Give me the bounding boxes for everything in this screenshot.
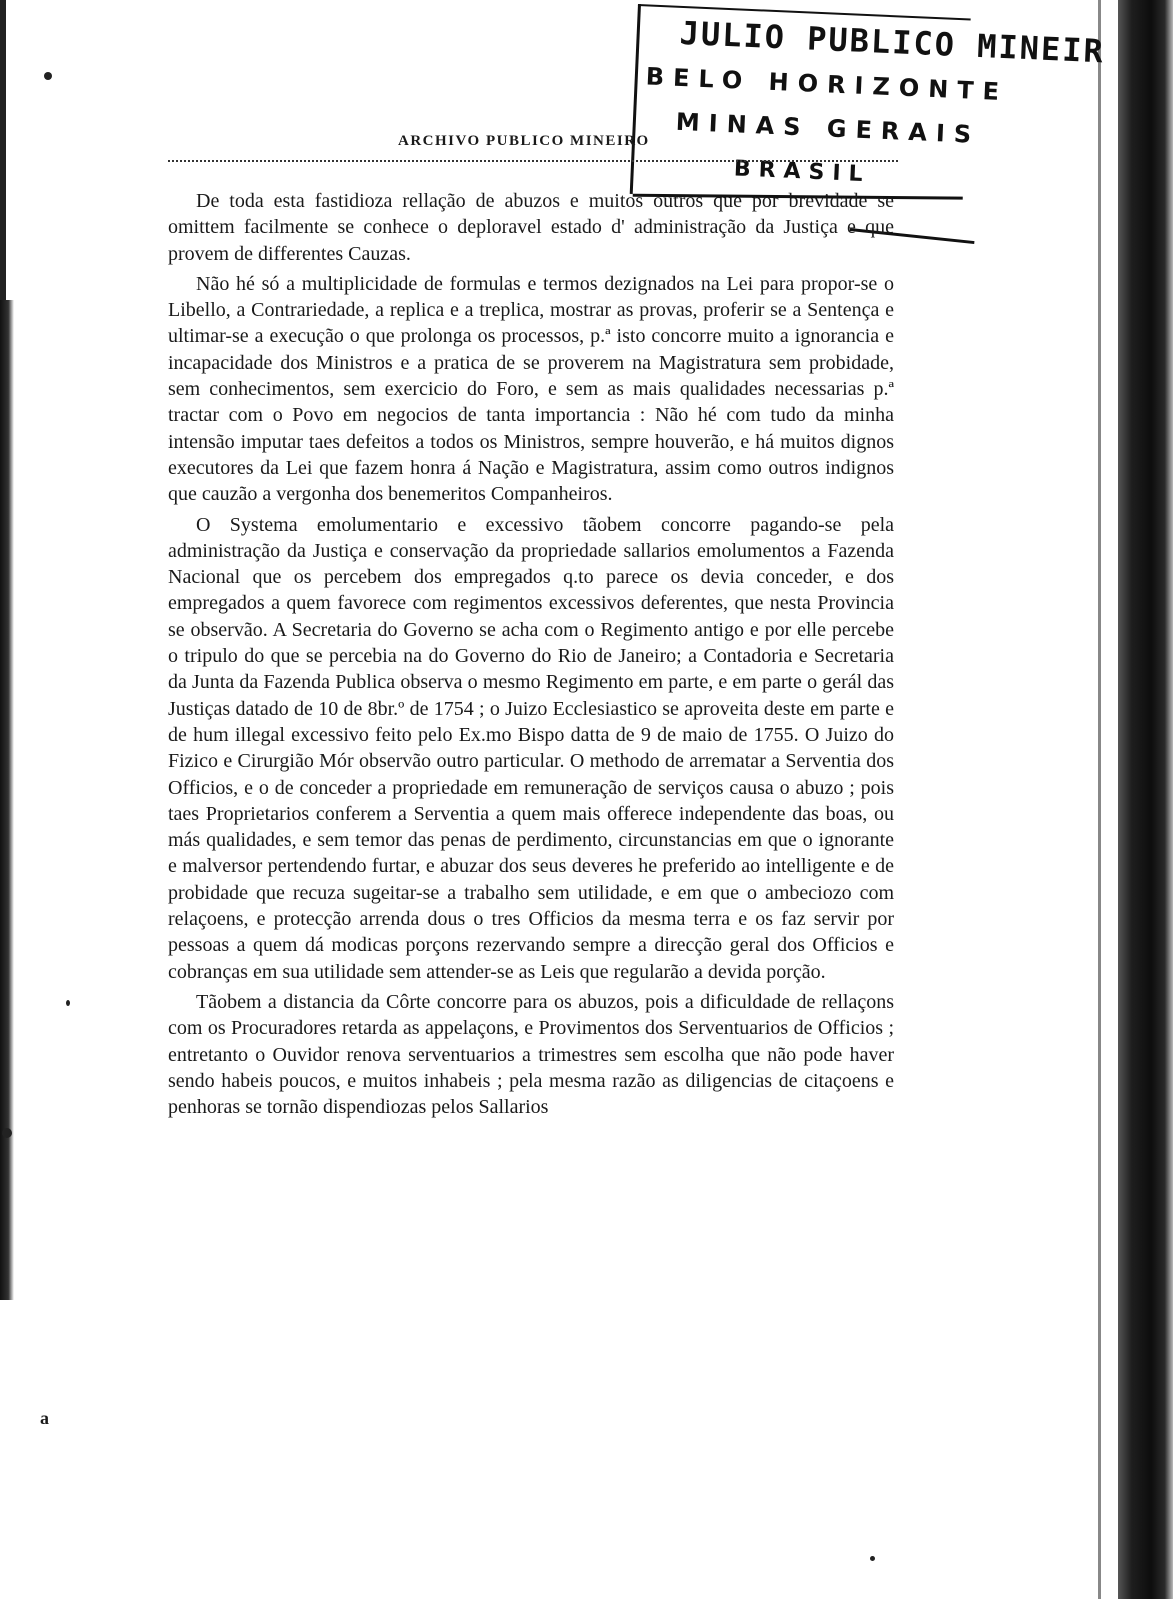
scan-speck [870,1556,875,1561]
stamp-line-2: BELO HORIZONTE [645,62,1009,107]
paragraph: Não hé só a multiplicidade de formulas e termos dezignados na Lei para propor-se o Libello, a Contrariedade, a replica e a treplica, mostrar as provas, proferir se a Sentença e ultimar-se a execução o que prolonga os processos, p.ª isto concorre muito a ignorancia e incapacidade dos Ministros e a pratica de se proverem na Magistratura sem probidade, sem conhecimentos, sem exercicio do Foro, e sem as mais qualidades necessarias p.ª tractar com o Povo em negocios de tanta importancia : Não hé com tudo da minha intensão imputar taes defeitos a todos os Ministros, sempre houverão, e há muitos dignos executores da Lei que fazem honra á Nação e Magistratura, assim como outros indignos que cauzão a vergonha dos benemeritos Companheiros. [168,272,894,506]
header-rule [168,160,898,162]
paragraph: De toda esta fastidioza rellação de abuzos e muitos outros que por brevidade se omittem facilmente se conhece o deploravel estado d' administração da Justiça e que provem de differentes Cauzas. [168,190,894,265]
archive-stamp [630,4,1106,208]
paragraph: Tãobem a distancia da Côrte concorre para os abuzos, pois a dificuldade de rellaçons com os Procuradores retarda as appelaçons, e Provimentos dos Serventuarios de Officios ; entretanto o Ouvidor renova serventuarios a trimestres sem escolha que não pode haver sendo habeis poucos, e muitos inhabeis ; pela mesma razão as diligencias de citaçoens e penhoras se tornão dispendiozas pelos Sallarios [168,990,894,1119]
stamp-line-4: BRASIL [733,156,872,188]
binding-edge-shadow-top [0,0,6,300]
running-head: ARCHIVO PUBLICO MINEIRO [398,133,650,149]
paragraph: O Systema emolumentario e excessivo tãobem concorre pagando-se pela administração da Justiça e conservação da propriedade sallarios emolumentos a Fazenda Nacional que os percebem dos empregados q.to parece os devia conceder, e dos empregados a quem favorece com regimentos excessivos deferentes, que nesta Provincia se observão. A Secretaria do Governo se acha com o Regimento antigo e por elle percebe o tripulo do que se percebia na do Governo do Rio de Janeiro; a Contadoria e Secretaria da Junta da Fazenda Publica observa o mesmo Regimento em parte, e em parte o gerál das Justiças datado de 10 de 8br.º de 1754 ; o Juizo Ecclesiastico se aproveita deste em parte e de hum illegal excessivo feito pelo Ex.mo Bispo datta de 9 de maio de 1755. O Juizo do Fizico e Cirurgião Mór observão outro particular. O methodo de arrematar a Serventia dos Officios, e o de conceder a propriedade em remuneração de serviços causa o abuzo ; pois taes Proprietarios conferem a Serventia a quem mais offerece independente das boas, ou más qualidades, e sem temor das penas de perdimento, circunstancias em que o ignorante e malversor pertendendo furtar, e abuzar dos seus deveres he preferido ao intelligente e de probidade que recuza sugeitar-se a trabalho sem utilidade, e em que o ambeciozo com relaçoens, e protecção arrenda dous o tres Officios da mesma terra e os faz servir por pessoas a quem dá modicas porçons rezervando sempre a direcção geral dos Officios e cobranças em sua utilidade sem attender-se as Leis que regularão a devida porção. [168,513,894,983]
body-text [168,188,894,1124]
stamp-line-1: JULIO PUBLICO MINEIR [678,13,1106,71]
scan-speck [2,1128,12,1138]
margin-mark: a [40,1408,49,1428]
right-edge-shadow [1118,0,1173,1599]
scan-speck [44,72,52,80]
page-fold-line [1098,0,1101,1599]
scan-speck [66,1000,70,1006]
binding-edge-shadow [0,300,14,1300]
stamp-line-3: MINAS GERAIS [675,107,981,150]
